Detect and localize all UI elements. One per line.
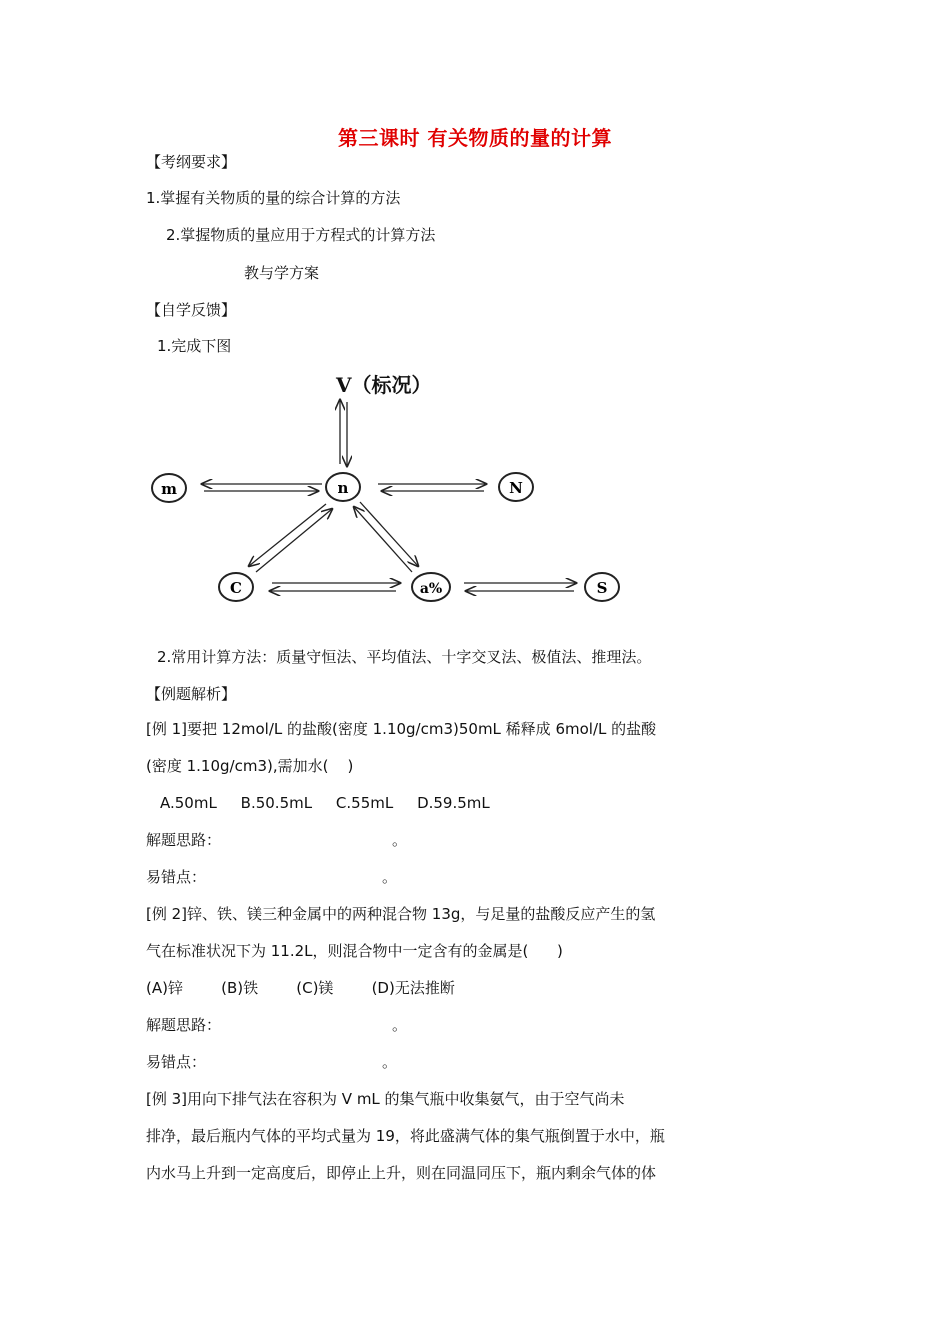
outline-item-2: 2.掌握物质的量应用于方程式的计算方法 (166, 226, 436, 244)
example1-line1: [例 1]要把 12mol/L 的盐酸(密度 1.10g/cm3)50mL 稀释成 6mol/L 的盐酸 (146, 720, 657, 738)
example2-pitfall-end: 。 (382, 1053, 398, 1071)
node-S (585, 573, 619, 601)
example3-line3: 内水马上升到一定高度后，即停止上升，则在同温同压下，瓶内剩余气体的体 (146, 1164, 657, 1182)
quantity-relation-diagram (146, 366, 636, 616)
example1-pitfall-label: 易错点： (146, 868, 207, 886)
example2-line2: 气在标准状况下为 11.2L，则混合物中一定含有的金属是( ) (146, 942, 563, 960)
example2-line1: [例 2]锌、铁、镁三种金属中的两种混合物 13g，与足量的盐酸反应产生的氢 (146, 905, 656, 923)
node-a-percent (412, 573, 450, 601)
feedback-header: 【自学反馈】 (146, 301, 237, 319)
example3-line2: 排净，最后瓶内气体的平均式量为 19，将此盛满气体的集气瓶倒置于水中，瓶 (146, 1127, 665, 1145)
outline-header: 【考纲要求】 (146, 153, 237, 171)
outline-item-1: 1.掌握有关物质的量的综合计算的方法 (146, 189, 401, 207)
svg-text:C: C (230, 579, 242, 597)
example1-options: A.50mL B.50.5mL C.55mL D.59.5mL (160, 794, 490, 812)
examples-header: 【例题解析】 (146, 685, 237, 703)
svg-text:S: S (596, 579, 608, 597)
node-N (499, 473, 533, 501)
node-C (219, 573, 253, 601)
node-m (152, 474, 186, 502)
example2-approach-end: 。 (392, 1016, 408, 1034)
svg-text:N: N (509, 479, 523, 497)
arrow-n-N (378, 484, 486, 491)
example3-line1: [例 3]用向下排气法在容积为 V mL 的集气瓶中收集氨气，由于空气尚未 (146, 1090, 625, 1108)
example2-pitfall-label: 易错点： (146, 1053, 207, 1071)
page-title: 第三课时 有关物质的量的计算 (338, 126, 612, 150)
arrow-n-m (202, 484, 322, 491)
node-n (326, 473, 360, 501)
example1-line2: (密度 1.10g/cm3),需加水( ) (146, 757, 354, 775)
example2-options: (A)锌 (B)铁 (C)镁 (D)无法推断 (146, 979, 455, 997)
example2-approach-label: 解题思路： (146, 1016, 222, 1034)
svg-text:n: n (337, 479, 349, 497)
arrow-a-S (464, 583, 576, 591)
example1-approach-end: 。 (392, 831, 408, 849)
example1-approach-label: 解题思路： (146, 831, 222, 849)
plan-title: 教与学方案 (244, 264, 320, 282)
arrow-C-a (270, 583, 400, 591)
arrow-n-C (249, 504, 332, 572)
svg-text:a%: a% (419, 581, 443, 597)
feedback-item-2: 2.常用计算方法：质量守恒法、平均值法、十字交叉法、极值法、推理法。 (157, 648, 652, 666)
svg-text:m: m (161, 480, 177, 498)
arrow-v-n (340, 400, 347, 466)
arrow-n-a (354, 502, 418, 572)
feedback-item-1: 1.完成下图 (157, 337, 232, 355)
diagram-top-label: V（标况） (336, 373, 432, 397)
example1-pitfall-end: 。 (382, 868, 398, 886)
